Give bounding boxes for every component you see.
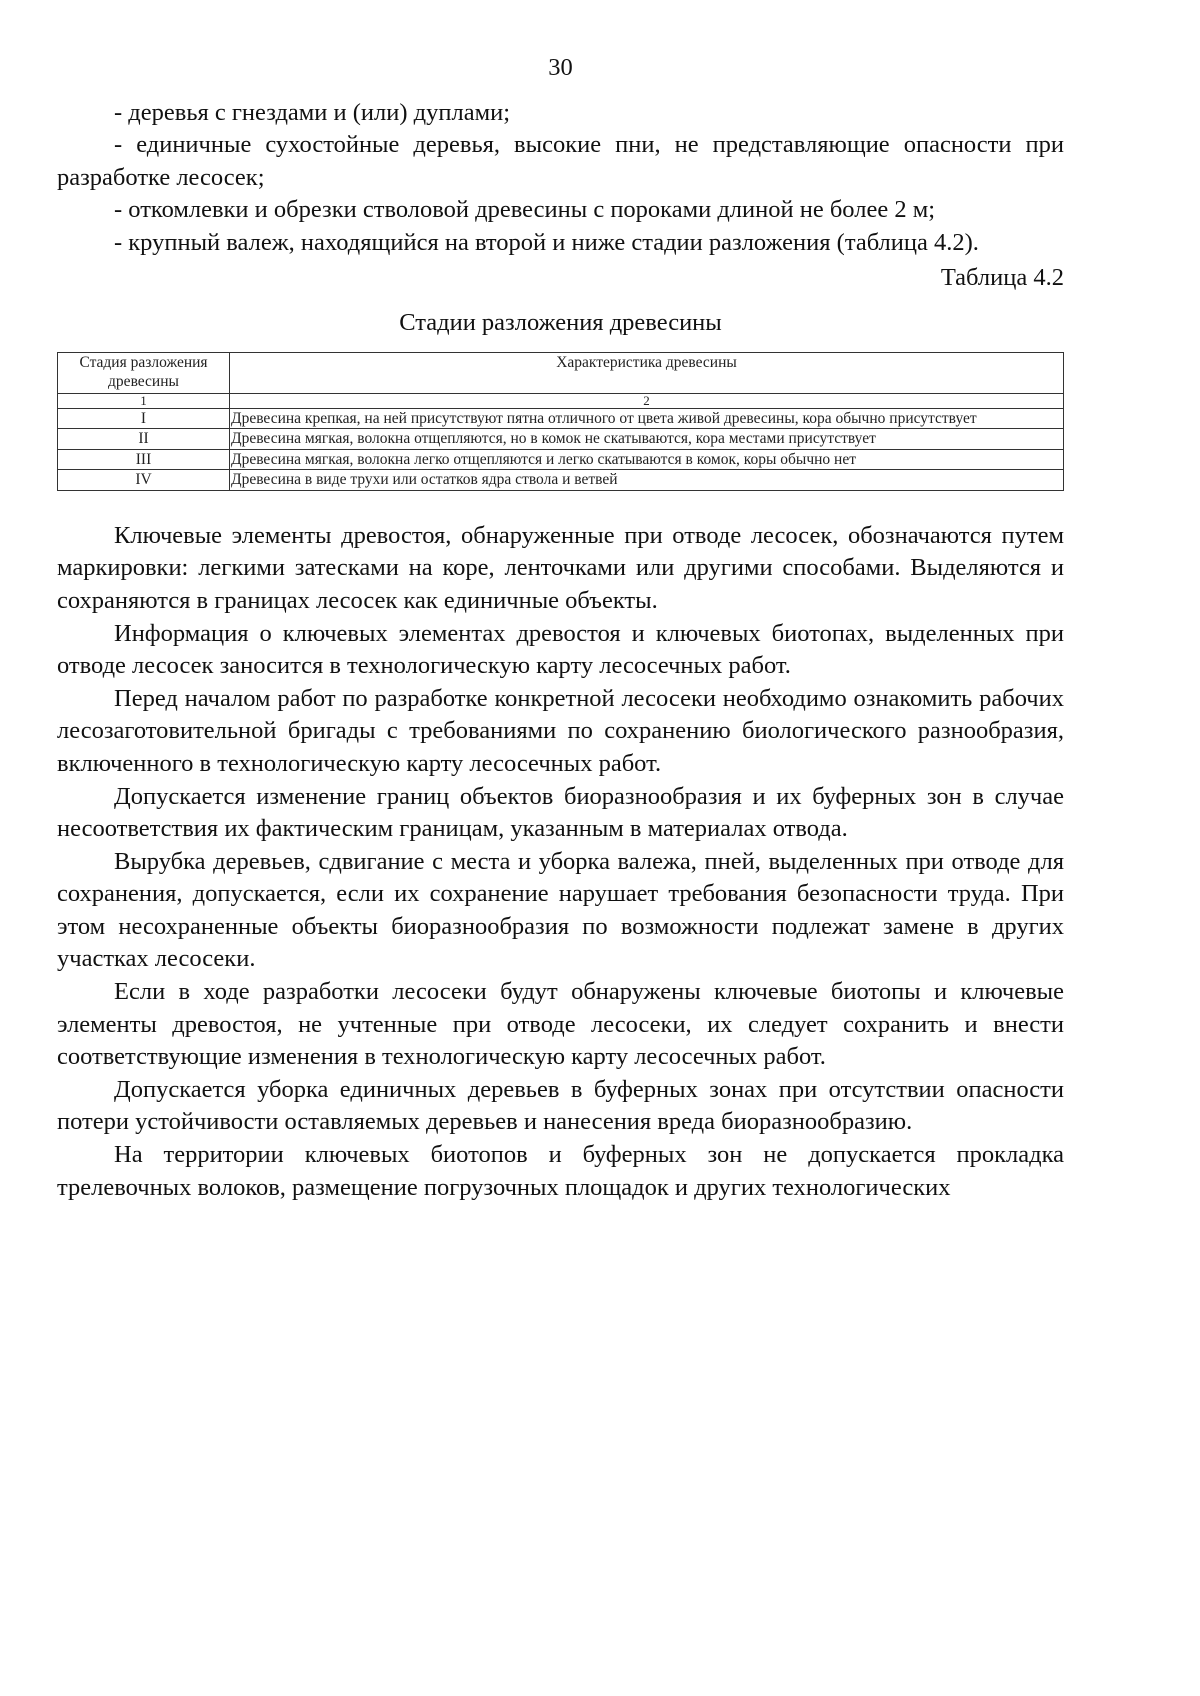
body-paragraph: Допускается изменение границ объектов биоразнообразия и их буферных зон в случае несоответствия их фактическим границам, указанным в материалах отвода. xyxy=(57,782,1064,843)
table-row xyxy=(58,449,1064,470)
table-cell-stage: I xyxy=(58,408,230,429)
table-cell-description: Древесина мягкая, волокна отщепляются, но в комок не скатываются, кора местами присутствует xyxy=(230,429,1064,450)
list-item: - единичные сухостойные деревья, высокие пни, не представляющие опасности при разработке лесосек; xyxy=(57,131,1064,191)
body-paragraph: Ключевые элементы древостоя, обнаруженные при отводе лесосек, обозначаются путем маркировки: легкими затесками на коре, ленточками или другими способами. Выделяются и сохраняются в границах лесосек как единичные объекты. xyxy=(57,521,1064,614)
body-paragraph: Если в ходе разработки лесосеки будут обнаружены ключевые биотопы и ключевые элементы древостоя, не учтенные при отводе лесосеки, их следует сохранить и внести соответствующие изменения в технологическую карту лесосечных работ. xyxy=(57,978,1064,1071)
table-cell-stage: IV xyxy=(58,470,230,491)
table-cell-description: Древесина в виде трухи или остатков ядра ствола и ветвей xyxy=(230,470,1064,491)
table-cell-stage: II xyxy=(58,429,230,450)
table-cell-description: Древесина мягкая, волокна легко отщепляются и легко скатываются в комок, коры обычно нет xyxy=(230,449,1064,470)
table-cell-stage: III xyxy=(58,449,230,470)
table-column-number: 2 xyxy=(230,393,1064,408)
page-number: 30 xyxy=(548,54,573,81)
table-column-numbers-row xyxy=(58,393,1064,408)
body-paragraph: На территории ключевых биотопов и буферных зон не допускается прокладка трелевочных волоков, размещение погрузочных площадок и других технологических xyxy=(57,1141,1064,1201)
body-paragraph: Перед началом работ по разработке конкретной лесосеки необходимо ознакомить рабочих лесозаготовительной бригады с требованиями по сохранению биологического разнообразия, включенного в технологическую карту лесосечных работ. xyxy=(57,684,1064,777)
table-row xyxy=(58,408,1064,429)
table-header-stage: Стадия разложения древесины xyxy=(58,352,230,393)
body-paragraph: Вырубка деревьев, сдвигание с места и уборка валежа, пней, выделенных при отводе для сохранения, допускается, если их сохранение нарушает требования безопасности труда. При этом несохраненные объекты биоразнообразия по возможности подлежат замене в других участках лесосеки. xyxy=(57,847,1064,973)
table-header-description: Характеристика древесины xyxy=(230,352,1064,393)
table-header-row xyxy=(58,352,1064,393)
table-label: Таблица 4.2 xyxy=(940,263,1064,291)
table-title: Стадии разложения древесины xyxy=(399,309,722,337)
body-paragraph: Информация о ключевых элементах древостоя и ключевых биотопах, выделенных при отводе лесосек заносится в технологическую карту лесосечных работ. xyxy=(57,619,1064,680)
table-cell-description: Древесина крепкая, на ней присутствуют пятна отличного от цвета живой древесины, кора обычно присутствует xyxy=(230,408,1064,429)
list-item: - крупный валеж, находящийся на второй и ниже стадии разложения (таблица 4.2). xyxy=(114,228,979,256)
body-paragraph: Допускается уборка единичных деревьев в буферных зонах при отсутствии опасности потери устойчивости оставляемых деревьев и нанесения вреда биоразнообразию. xyxy=(57,1075,1064,1136)
table-row xyxy=(58,470,1064,491)
decay-stages-table xyxy=(57,352,1064,491)
document-page xyxy=(57,52,1064,1204)
table-column-number: 1 xyxy=(58,393,230,408)
list-item: - деревья с гнездами и (или) дуплами; xyxy=(114,98,511,126)
table-row xyxy=(58,429,1064,450)
list-item: - откомлевки и обрезки стволовой древесины с пороками длиной не более 2 м; xyxy=(114,196,936,224)
